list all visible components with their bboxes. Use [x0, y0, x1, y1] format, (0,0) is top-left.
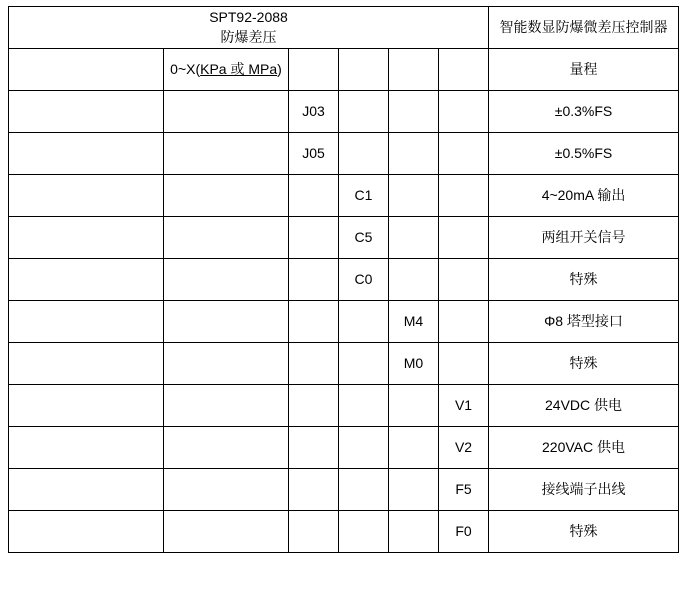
- table-row: [9, 301, 679, 343]
- spacer-cell: [389, 133, 439, 175]
- spacer-cell: [289, 49, 339, 91]
- model-code-cell: [9, 7, 489, 49]
- spacer-cell: [439, 343, 489, 385]
- spacer-cell: [389, 175, 439, 217]
- spacer-cell: [289, 301, 339, 343]
- spacer-cell: [339, 511, 389, 553]
- table-row: [9, 175, 679, 217]
- table-row: [9, 217, 679, 259]
- spacer-cell: [339, 427, 389, 469]
- spacer-cell: [9, 259, 164, 301]
- power-code-cell: V2: [439, 427, 489, 469]
- table-row: [9, 427, 679, 469]
- power-code-cell: V1: [439, 385, 489, 427]
- output-code-cell: C0: [339, 259, 389, 301]
- table-row: [9, 91, 679, 133]
- output-desc-cell: 特殊: [489, 259, 679, 301]
- spacer-cell: [339, 343, 389, 385]
- spacer-cell: [164, 343, 289, 385]
- spacer-cell: [339, 385, 389, 427]
- spacer-cell: [164, 427, 289, 469]
- product-title-cell: 智能数显防爆微差压控制器: [489, 7, 679, 49]
- spacer-cell: [164, 301, 289, 343]
- spacer-cell: [164, 175, 289, 217]
- table-row: [9, 343, 679, 385]
- spacer-cell: [389, 385, 439, 427]
- output-desc-cell: 两组开关信号: [489, 217, 679, 259]
- spacer-cell: [389, 49, 439, 91]
- spacer-cell: [164, 91, 289, 133]
- spacer-cell: [289, 385, 339, 427]
- interface-code-cell: M4: [389, 301, 439, 343]
- spacer-cell: [339, 49, 389, 91]
- table-row: [9, 469, 679, 511]
- model-code-line1: SPT92-2088: [209, 8, 288, 25]
- spacer-cell: [9, 133, 164, 175]
- spacer-cell: [439, 217, 489, 259]
- spacer-cell: [289, 343, 339, 385]
- spacer-cell: [439, 175, 489, 217]
- table-row: [9, 259, 679, 301]
- spacer-cell: [9, 217, 164, 259]
- interface-desc-cell: Φ8 塔型接口: [489, 301, 679, 343]
- spacer-cell: [9, 343, 164, 385]
- spacer-cell: [9, 469, 164, 511]
- spacer-cell: [339, 301, 389, 343]
- spacer-cell: [9, 511, 164, 553]
- spacer-cell: [9, 385, 164, 427]
- spacer-cell: [289, 259, 339, 301]
- spacer-cell: [9, 175, 164, 217]
- accuracy-code-cell: J03: [289, 91, 339, 133]
- spacer-cell: [164, 259, 289, 301]
- output-desc-cell: 4~20mA 输出: [489, 175, 679, 217]
- model-code-line2: 防爆差压: [220, 28, 277, 45]
- spacer-cell: [289, 511, 339, 553]
- table-row: [9, 385, 679, 427]
- accuracy-desc-cell: ±0.5%FS: [489, 133, 679, 175]
- spacer-cell: [389, 91, 439, 133]
- spacer-cell: [389, 469, 439, 511]
- table-row: [9, 49, 679, 91]
- spacer-cell: [389, 427, 439, 469]
- table-row: [9, 511, 679, 553]
- spacer-cell: [339, 133, 389, 175]
- spacer-cell: [439, 49, 489, 91]
- range-code-cell: 0~X(KPa 或 MPa): [164, 49, 289, 91]
- accuracy-code-cell: J05: [289, 133, 339, 175]
- spacer-cell: [289, 217, 339, 259]
- power-desc-cell: 220VAC 供电: [489, 427, 679, 469]
- spacer-cell: [164, 385, 289, 427]
- spacer-cell: [9, 91, 164, 133]
- product-model-spec-table: [8, 6, 679, 553]
- spacer-cell: [164, 217, 289, 259]
- spacer-cell: [164, 133, 289, 175]
- spacer-cell: [389, 511, 439, 553]
- spacer-cell: [289, 427, 339, 469]
- wiring-desc-cell: 特殊: [489, 511, 679, 553]
- spacer-cell: [339, 91, 389, 133]
- spacer-cell: [164, 469, 289, 511]
- spacer-cell: [164, 511, 289, 553]
- spacer-cell: [339, 469, 389, 511]
- accuracy-desc-cell: ±0.3%FS: [489, 91, 679, 133]
- spacer-cell: [389, 259, 439, 301]
- output-code-cell: C5: [339, 217, 389, 259]
- spacer-cell: [9, 301, 164, 343]
- interface-code-cell: M0: [389, 343, 439, 385]
- wiring-code-cell: F5: [439, 469, 489, 511]
- wiring-code-cell: F0: [439, 511, 489, 553]
- interface-desc-cell: 特殊: [489, 343, 679, 385]
- power-desc-cell: 24VDC 供电: [489, 385, 679, 427]
- table-row: [9, 133, 679, 175]
- spacer-cell: [9, 427, 164, 469]
- spacer-cell: [439, 301, 489, 343]
- spacer-cell: [439, 259, 489, 301]
- wiring-desc-cell: 接线端子出线: [489, 469, 679, 511]
- spacer-cell: [289, 175, 339, 217]
- output-code-cell: C1: [339, 175, 389, 217]
- table-row-model: [9, 7, 679, 49]
- spacer-cell: [439, 91, 489, 133]
- range-desc-cell: 量程: [489, 49, 679, 91]
- spacer-cell: [439, 133, 489, 175]
- range-unit-label: KPa 或 MPa: [200, 60, 278, 77]
- spacer-cell: [9, 49, 164, 91]
- spacer-cell: [289, 469, 339, 511]
- spacer-cell: [389, 217, 439, 259]
